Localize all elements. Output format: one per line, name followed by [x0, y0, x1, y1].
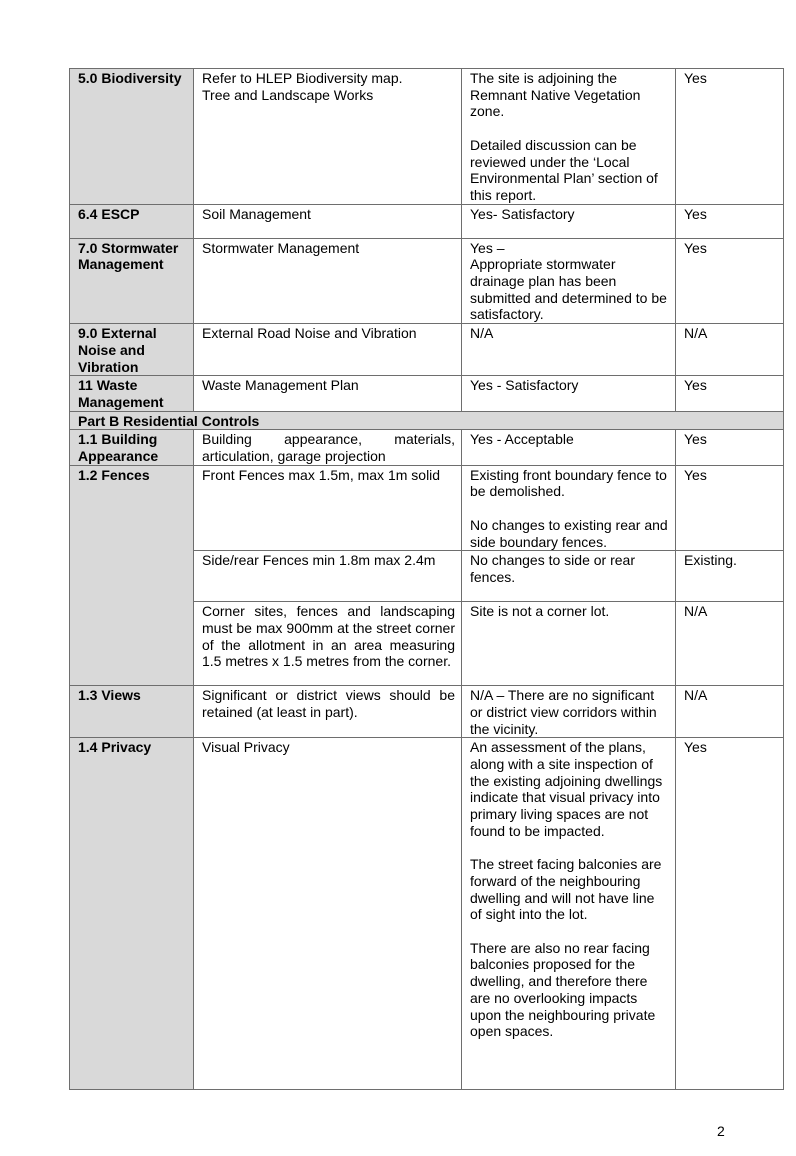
proposal-paragraph: Existing front boundary fence to be demolished. [470, 466, 667, 500]
requirement-cell: Refer to HLEP Biodiversity map. Tree and Landscape Works [194, 69, 462, 205]
table-row [70, 738, 784, 1090]
complies-cell: Yes [676, 465, 784, 551]
requirement-cell: External Road Noise and Vibration [194, 324, 462, 376]
requirement-cell: Stormwater Management [194, 238, 462, 324]
complies-cell: Yes [676, 204, 784, 238]
requirement-cell: Visual Privacy [194, 738, 462, 1090]
proposal-cell: Yes - Satisfactory [462, 376, 676, 411]
section-heading: Part B Residential Controls [70, 411, 784, 430]
table-row [70, 69, 784, 205]
proposal-cell [462, 465, 676, 551]
table-row [70, 238, 784, 324]
table-row [70, 376, 784, 411]
complies-cell: N/A [676, 686, 784, 738]
table-row [70, 430, 784, 465]
table-row [70, 686, 784, 738]
proposal-cell: Site is not a corner lot. [462, 602, 676, 686]
proposal-cell: N/A – There are no significant or district view corridors within the vicinity. [462, 686, 676, 738]
control-cell: 1.4 Privacy [70, 738, 194, 1090]
control-cell: 9.0 External Noise and Vibration [70, 324, 194, 376]
complies-cell: N/A [676, 602, 784, 686]
complies-cell: Existing. [676, 551, 784, 602]
proposal-paragraph: The site is adjoining the Remnant Native Vegetation zone. [470, 70, 641, 120]
complies-cell: Yes [676, 69, 784, 205]
proposal-paragraph: An assessment of the plans, along with a site inspection of the existing adjoining dwellings indicate that visual privacy into primary living spaces are not found to be impacted. [470, 739, 663, 839]
requirement-cell: Soil Management [194, 204, 462, 238]
requirement-cell: Waste Management Plan [194, 376, 462, 411]
proposal-paragraph: Detailed discussion can be reviewed under the ‘Local Environmental Plan’ section of this report. [470, 136, 658, 203]
proposal-paragraph: No changes to existing rear and side boundary fences. [470, 516, 668, 550]
control-cell: 11 Waste Management [70, 376, 194, 411]
proposal-cell [462, 738, 676, 1090]
table-row [70, 465, 784, 551]
control-cell: 1.1 Building Appearance [70, 430, 194, 465]
proposal-paragraph: The street facing balconies are forward of the neighbouring dwelling and will not have line of sight into the lot. [470, 856, 662, 923]
complies-cell: Yes [676, 238, 784, 324]
control-cell: 7.0 Stormwater Management [70, 238, 194, 324]
requirement-cell: Side/rear Fences min 1.8m max 2.4m [194, 551, 462, 602]
requirement-cell: Corner sites, fences and landscaping must be max 900mm at the street corner of the allotment in an area measuring 1.5 metres x 1.5 metres from the corner. [194, 602, 462, 686]
table-row [70, 204, 784, 238]
complies-cell: Yes [676, 376, 784, 411]
control-cell: 1.2 Fences [70, 465, 194, 686]
section-row [70, 411, 784, 430]
proposal-cell [462, 69, 676, 205]
complies-cell: Yes [676, 430, 784, 465]
proposal-cell: Yes - Acceptable [462, 430, 676, 465]
control-cell: 5.0 Biodiversity [70, 69, 194, 205]
page-number: 2 [717, 1123, 725, 1139]
requirement-cell: Front Fences max 1.5m, max 1m solid [194, 465, 462, 551]
proposal-cell: N/A [462, 324, 676, 376]
control-cell: 6.4 ESCP [70, 204, 194, 238]
complies-cell: Yes [676, 738, 784, 1090]
proposal-cell: Yes – Appropriate stormwater drainage plan has been submitted and determined to be satisfactory. [462, 238, 676, 324]
requirement-cell: Significant or district views should be retained (at least in part). [194, 686, 462, 738]
proposal-paragraph: There are also no rear facing balconies proposed for the dwelling, and therefore there are no overlooking impacts upon the neighbouring private open spaces. [470, 939, 656, 1040]
control-cell: 1.3 Views [70, 686, 194, 738]
requirement-cell: Building appearance, materials, articulation, garage projection [194, 430, 462, 465]
compliance-table [69, 68, 784, 1090]
table-row [70, 324, 784, 376]
proposal-cell: No changes to side or rear fences. [462, 551, 676, 602]
complies-cell: N/A [676, 324, 784, 376]
proposal-cell: Yes- Satisfactory [462, 204, 676, 238]
